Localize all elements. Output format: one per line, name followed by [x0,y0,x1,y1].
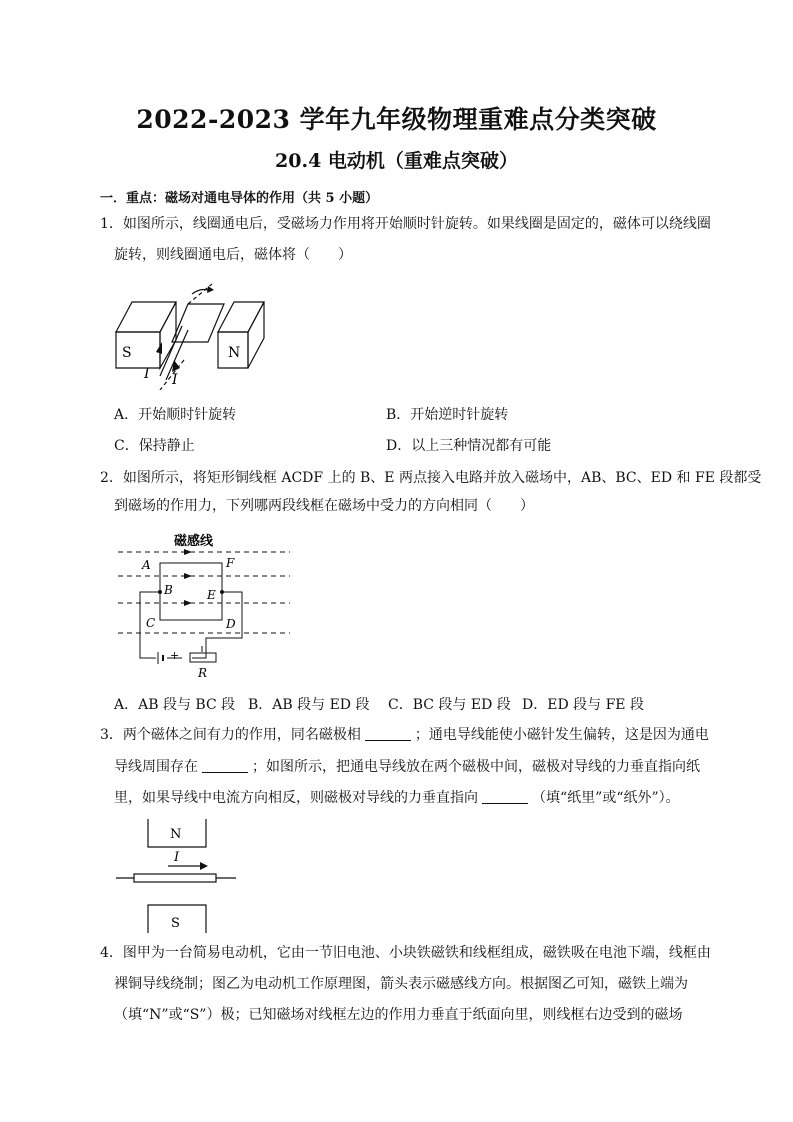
q1-label-n: N [228,345,241,361]
q2-option-d[interactable]: D．ED 段与 FE 段 [522,697,644,713]
q1-current-arrow-left [156,342,162,354]
q1-magnet-n-side [248,302,264,368]
q2-stem-line2: 到磁场的作用力，下列哪两段线框在磁场中受力的方向相同（ ） [114,498,534,514]
q2-label-c: C [146,616,156,630]
q2-node-e [220,590,224,594]
q1-rotation-arrowhead [207,286,214,293]
q2-label-minus: - [153,651,157,664]
q4-stem-line1: 4．图甲为一台简易电动机，它由一节旧电池、小块铁磁铁和线框组成，磁铁吸在电池下端，线框由 [100,945,711,961]
q2-field-arrow-2 [184,600,192,606]
q3-text-1b: ；通电导线能使小磁针发生偏转，这是因为通电 [414,727,709,743]
q3-text-1a: 3．两个磁体之间有力的作用，同名磁极相 [100,727,361,743]
q2-option-c[interactable]: C．BC 段与 ED 段 [388,697,511,713]
q4-stem-line3: （填“N”或“S”）极；已知磁场对线框左边的作用力垂直于纸面向里，则线框右边受到的磁场 [114,1007,683,1023]
q2-label-d: D [226,617,236,631]
q1-label-current-1: I [144,366,150,382]
q4-stem-line2: 裸铜导线绕制；图乙为电动机工作原理图，箭头表示磁感线方向。根据图乙可知，磁铁上端为 [114,976,688,992]
q1-label-s: S [122,345,132,361]
q3-stem-line3 [114,785,680,812]
q3-text-2b: ；如图所示，把通电导线放在两个磁极中间，磁极对导线的力垂直指向纸 [252,759,700,775]
q2-field-arrow-1 [184,573,192,579]
q3-conductor [134,874,216,882]
page-subtitle: 20.4 电动机（重难点突破） [275,150,518,172]
q3-blank-2[interactable] [202,756,248,773]
q1-option-a[interactable]: A．开始顺时针旋转 [114,407,237,423]
page-title: 2022-2023 学年九年级物理重难点分类突破 [136,105,657,134]
q3-text-2a: 导线周围存在 [114,759,198,775]
q3-blank-3[interactable] [482,787,528,804]
q1-magnet-n-top [218,302,264,332]
q2-label-f: F [226,556,235,570]
q2-figure-frame [112,530,294,682]
q3-figure-magnets [112,815,246,935]
q2-stem-line1: 2．如图所示，将矩形铜线框 ACDF 上的 B、E 两点接入电路并放入磁场中，AB、BC、ED 和 FE 段都受 [100,470,762,486]
q3-label-s: S [171,916,180,931]
q1-stem-line2: 旋转，则线圈通电后，磁体将（ ） [114,247,352,263]
q2-option-b[interactable]: B．AB 段与 ED 段 [248,697,370,713]
q2-node-b [158,590,162,594]
q3-stem-line2 [114,754,700,781]
q2-label-a: A [142,558,151,572]
q1-magnet-s-top [116,302,176,332]
q3-blank-1[interactable] [365,724,411,741]
q1-option-d[interactable]: D．以上三种情况都有可能 [386,438,552,454]
q2-label-b: B [164,583,173,597]
q3-current-arrowhead [200,862,208,870]
q3-stem-line1 [100,722,709,749]
q1-label-current-2: I [172,372,178,388]
q2-option-a[interactable]: A．AB 段与 BC 段 [114,697,236,713]
q1-figure-motor [100,280,280,390]
q2-label-r: R [198,666,208,680]
q1-option-b[interactable]: B．开始逆时针旋转 [386,407,509,423]
section-heading: 一．重点：磁场对通电导体的作用（共 5 小题） [100,191,379,206]
q2-label-e: E [207,588,216,602]
q1-stem-line1: 1．如图所示，线圈通电后，受磁场力作用将开始顺时针旋转。如果线圈是固定的，磁体可以绕线圈 [100,216,711,232]
q2-field-arrow-top [184,549,192,555]
q3-text-3a: 里，如果导线中电流方向相反，则磁极对导线的力垂直指向 [114,790,478,806]
q3-label-current: I [174,850,180,865]
q1-coil [172,304,224,342]
q2-label-plus: + [170,649,180,662]
q3-text-3b: （填“纸里”或“纸外”）。 [532,790,680,806]
q3-label-n: N [170,827,182,842]
q2-label-field: 磁感线 [174,534,214,549]
q1-option-c[interactable]: C．保持静止 [114,438,195,454]
